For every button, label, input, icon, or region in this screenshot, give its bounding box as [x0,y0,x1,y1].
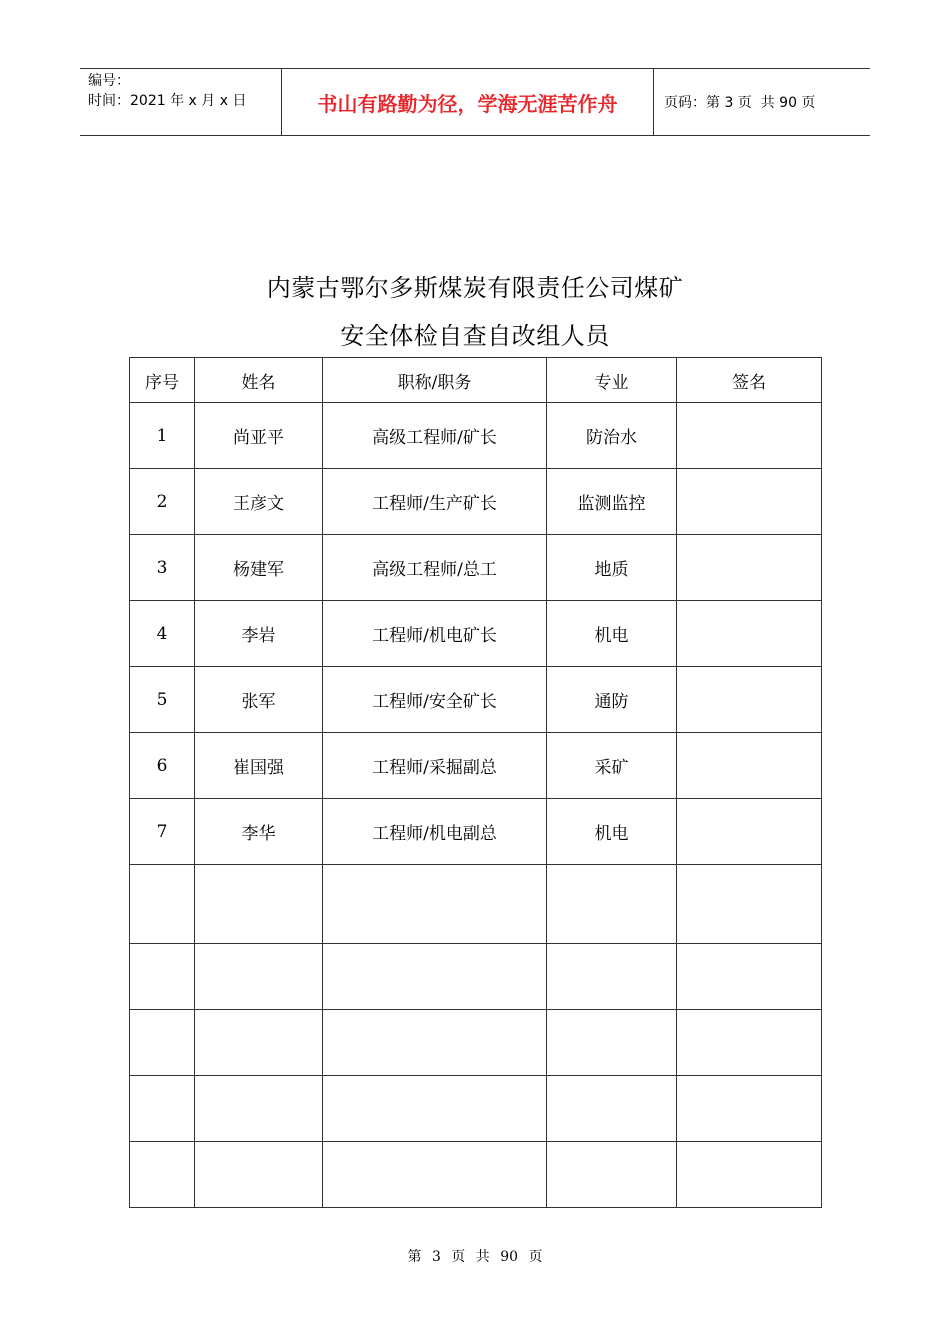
cell-name: 李华 [195,799,323,865]
document-title-line2: 安全体检自查自改组人员 [340,322,610,350]
document-date-label: 时间：2021 年 x 月 x 日 [88,93,247,109]
table-row [130,403,822,469]
empty-table-row [130,1010,822,1076]
empty-cell [195,944,323,1010]
cell-signature [677,403,822,469]
empty-cell [547,1142,677,1208]
personnel-table [129,357,822,1208]
cell-title: 工程师/安全矿长 [323,667,547,733]
empty-cell [547,944,677,1010]
empty-cell [547,1076,677,1142]
empty-cell [547,1010,677,1076]
empty-cell [677,865,822,944]
empty-cell [323,1076,547,1142]
cell-name: 尚亚平 [195,403,323,469]
header-index: 序号 [130,358,195,403]
cell-title: 高级工程师/总工 [323,535,547,601]
empty-cell [323,944,547,1010]
cell-title: 工程师/生产矿长 [323,469,547,535]
document-title-line1: 内蒙古鄂尔多斯煤炭有限责任公司煤矿 [266,274,684,302]
empty-cell [195,1076,323,1142]
cell-name: 李岩 [195,601,323,667]
empty-table-row [130,865,822,944]
cell-index: 3 [130,535,195,601]
header-meta [80,69,282,135]
cell-name: 杨建军 [195,535,323,601]
header-signature: 签名 [677,358,822,403]
cell-specialty: 防治水 [547,403,677,469]
empty-cell [195,1142,323,1208]
cell-index: 4 [130,601,195,667]
cell-index: 2 [130,469,195,535]
cell-name: 崔国强 [195,733,323,799]
empty-table-row [130,1142,822,1208]
cell-title: 高级工程师/矿长 [323,403,547,469]
empty-cell [130,1142,195,1208]
empty-cell [547,865,677,944]
table-row [130,667,822,733]
header-motto: 书山有路勤为径，学海无涯苦作舟 [282,69,654,135]
header-specialty: 专业 [547,358,677,403]
cell-signature [677,601,822,667]
header-page-info [654,69,870,135]
table-row [130,733,822,799]
empty-cell [677,1142,822,1208]
cell-title: 工程师/机电副总 [323,799,547,865]
empty-cell [195,1010,323,1076]
empty-cell [677,1076,822,1142]
header-name: 姓名 [195,358,323,403]
page-header [80,68,870,136]
cell-specialty: 机电 [547,799,677,865]
header-title: 职称/职务 [323,358,547,403]
cell-signature [677,469,822,535]
cell-index: 5 [130,667,195,733]
cell-specialty: 通防 [547,667,677,733]
page-footer: 第 3 页 共 90 页 [407,1249,543,1265]
document-number-label: 编号： [88,73,130,89]
empty-cell [323,865,547,944]
cell-name: 张军 [195,667,323,733]
cell-title: 工程师/采掘副总 [323,733,547,799]
empty-cell [195,865,323,944]
empty-cell [130,865,195,944]
empty-cell [677,944,822,1010]
cell-index: 7 [130,799,195,865]
table-row [130,535,822,601]
cell-title: 工程师/机电矿长 [323,601,547,667]
empty-cell [323,1010,547,1076]
cell-specialty: 机电 [547,601,677,667]
empty-table-row [130,944,822,1010]
table-header-row [130,358,822,403]
empty-table-row [130,1076,822,1142]
empty-cell [323,1142,547,1208]
empty-cell [130,1076,195,1142]
cell-specialty: 监测监控 [547,469,677,535]
cell-signature [677,667,822,733]
empty-cell [677,1010,822,1076]
cell-signature [677,733,822,799]
table-row [130,799,822,865]
cell-specialty: 采矿 [547,733,677,799]
header-page-info-text: 页码：第 3 页 共 90 页 [664,95,816,111]
empty-cell [130,1010,195,1076]
cell-specialty: 地质 [547,535,677,601]
cell-index: 6 [130,733,195,799]
empty-cell [130,944,195,1010]
table-row [130,469,822,535]
cell-index: 1 [130,403,195,469]
cell-signature [677,799,822,865]
cell-name: 王彦文 [195,469,323,535]
table-row [130,601,822,667]
cell-signature [677,535,822,601]
